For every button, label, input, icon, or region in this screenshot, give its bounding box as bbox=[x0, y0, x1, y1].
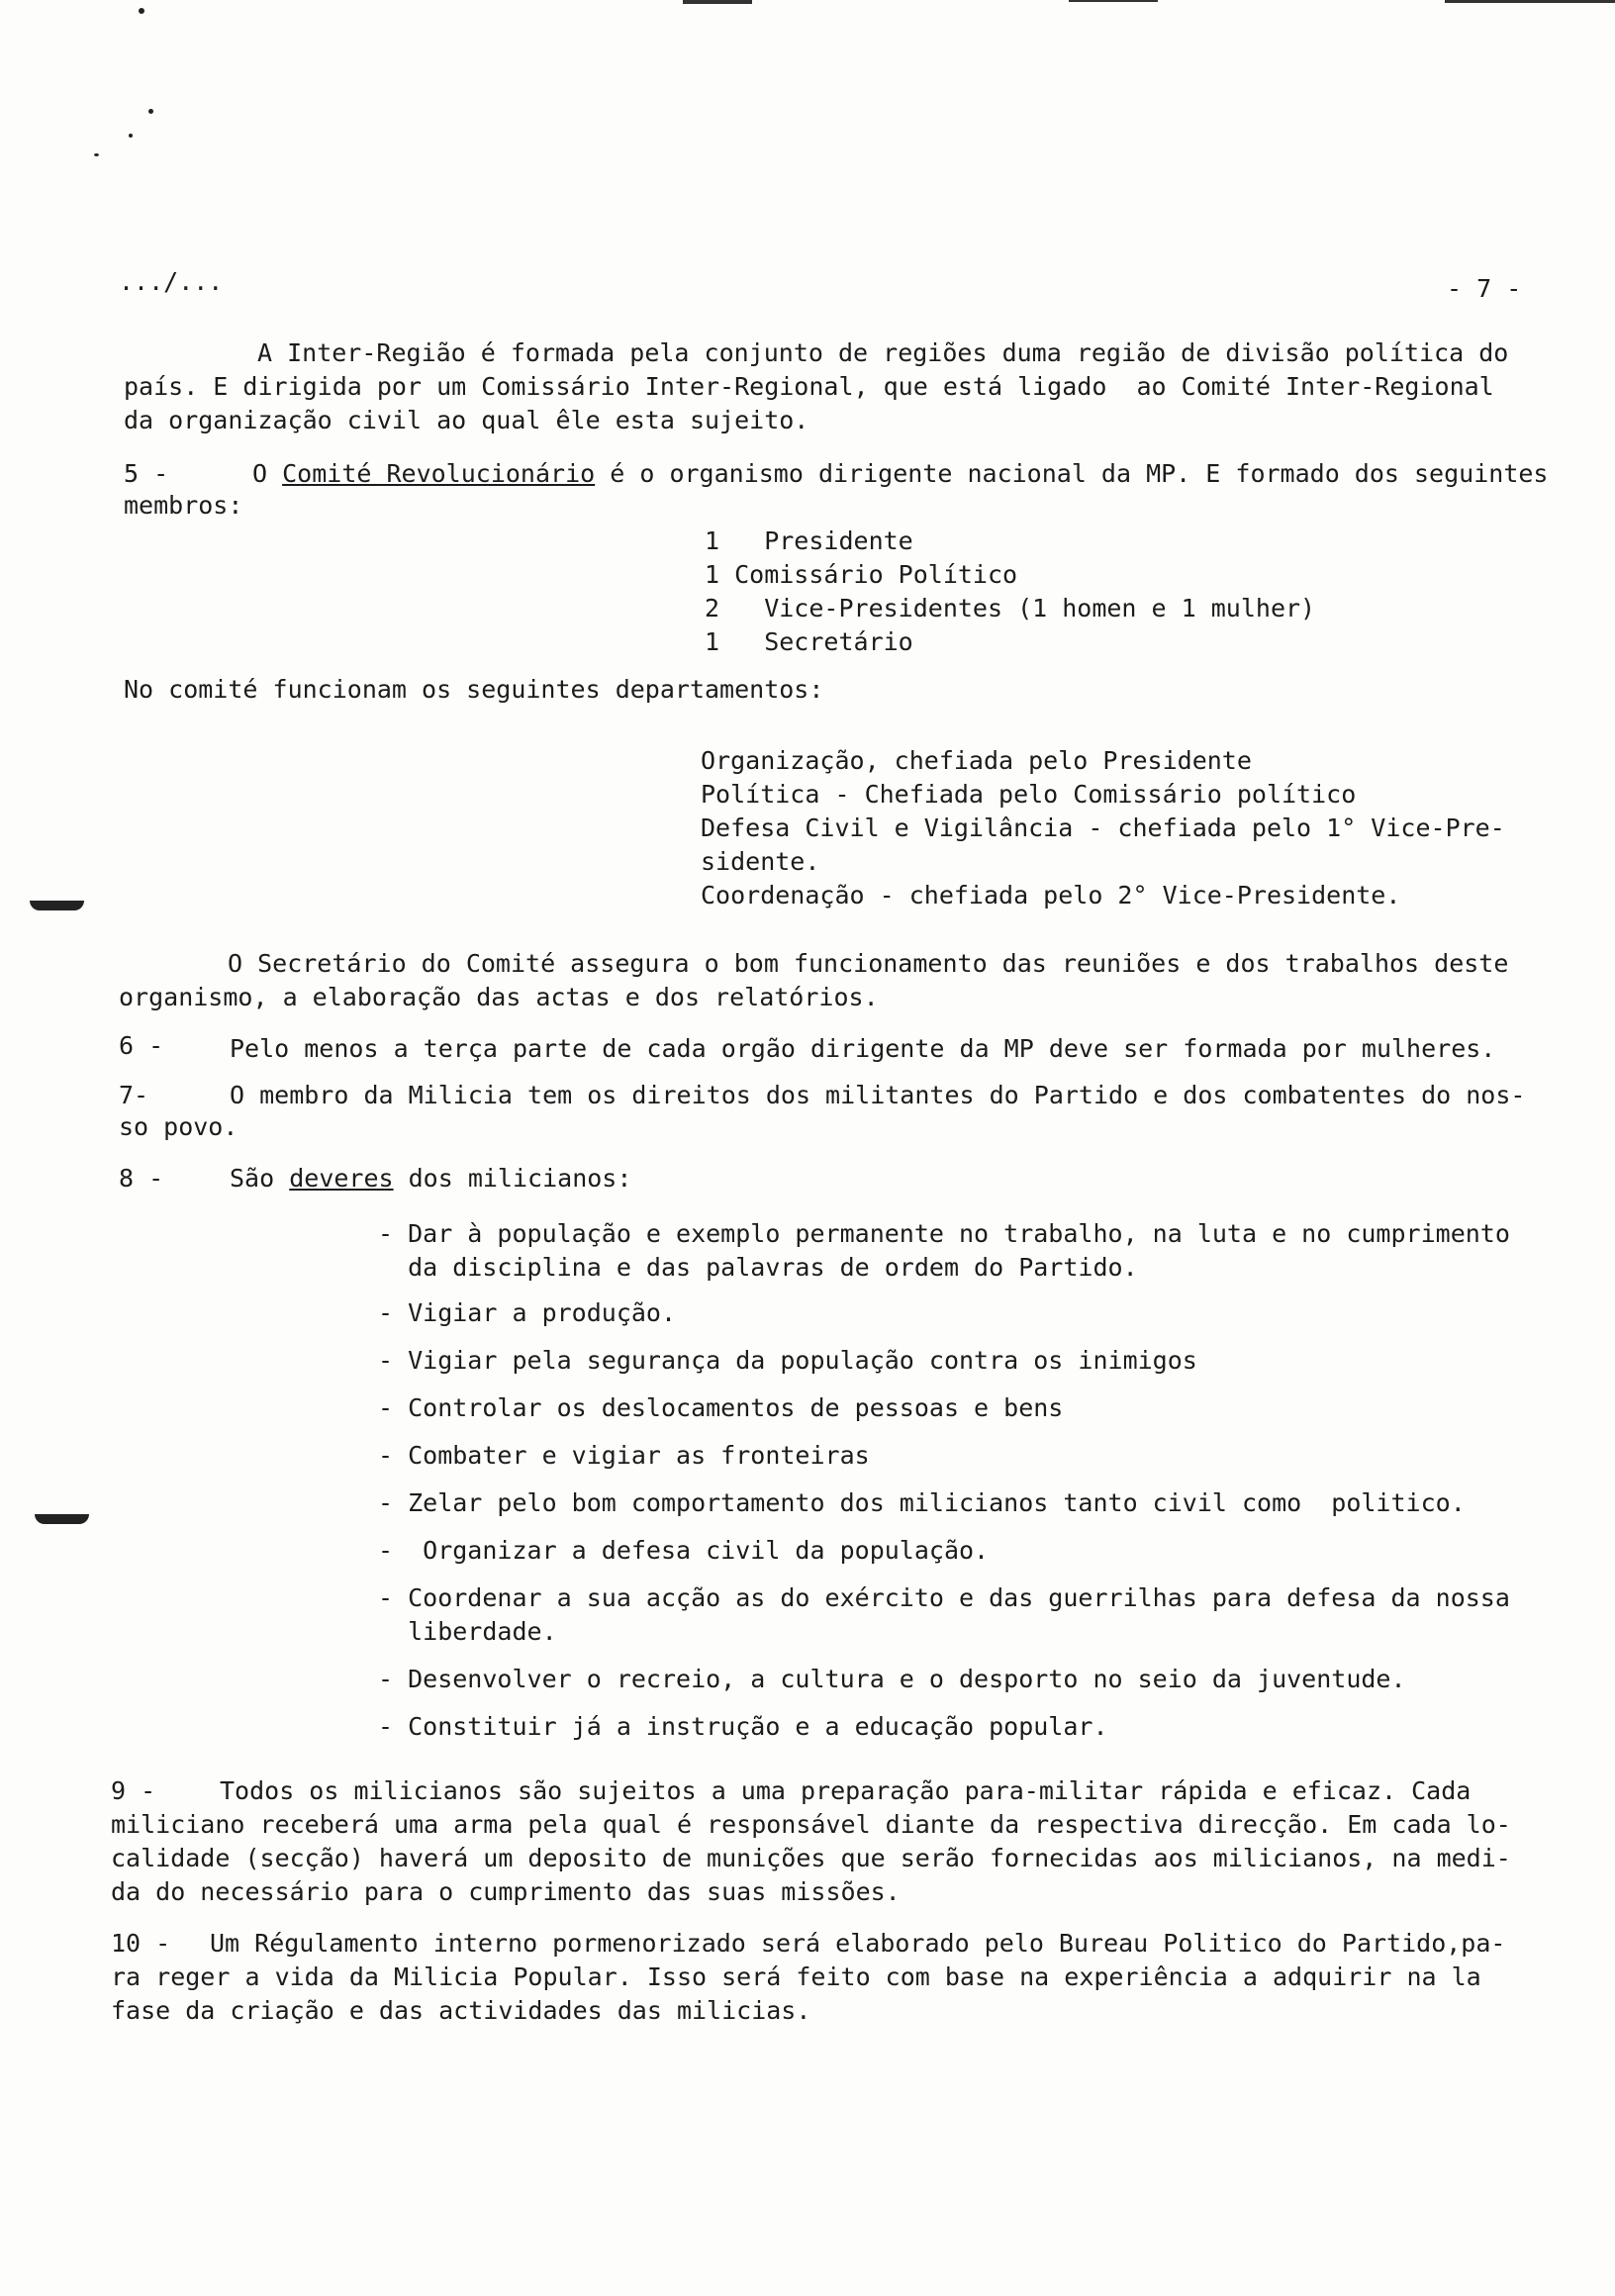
intro-paragraph bbox=[124, 336, 1508, 437]
list-item: Política - Chefiada pelo Comissário político bbox=[701, 780, 1357, 809]
departments-intro: No comité funcionam os seguintes departamentos: bbox=[124, 675, 824, 704]
duty-item: - Combater e vigiar as fronteiras bbox=[378, 1441, 870, 1470]
item-6-text: Pelo menos a terça parte de cada orgão dirigente da MP deve ser formada por mulheres. bbox=[230, 1034, 1496, 1063]
item-5-line1 bbox=[252, 457, 1548, 491]
list-item: 2 Vice-Presidentes (1 homen e 1 mulher) bbox=[705, 594, 1316, 622]
duty-item-continuation: liberdade. bbox=[378, 1617, 557, 1646]
list-item: Coordenação - chefiada pelo 2° Vice-Presidente. bbox=[701, 881, 1401, 909]
duty-item: - Vigiar a produção. bbox=[378, 1298, 677, 1327]
item-7-line1: O membro da Milicia tem os direitos dos militantes do Partido e dos combatentes do nos- bbox=[230, 1081, 1526, 1109]
item-8-heading bbox=[230, 1162, 631, 1196]
item-number: 9 - bbox=[111, 1776, 156, 1805]
text-fragment: é o organismo dirigente nacional da MP. E formado dos seguintes bbox=[595, 459, 1549, 488]
departments-list bbox=[701, 744, 1505, 912]
page-number: - 7 - bbox=[1447, 274, 1522, 303]
list-item: 1 Comissário Político bbox=[705, 560, 1018, 589]
committee-members-list bbox=[705, 525, 1315, 659]
text-line: país. E dirigida por um Comissário Inter-Regional, que está ligado ao Comité Inter-Regional bbox=[124, 372, 1494, 401]
scan-artifact bbox=[1445, 0, 1615, 3]
punch-hole-mark bbox=[30, 901, 84, 910]
text-line: organismo, a elaboração das actas e dos relatórios. bbox=[119, 983, 879, 1011]
duty-item: - Controlar os deslocamentos de pessoas e bens bbox=[378, 1393, 1064, 1422]
duty-item: - Coordenar a sua acção as do exército e das guerrilhas para defesa da nossa bbox=[378, 1583, 1510, 1612]
text-line: da organização civil ao qual êle esta sujeito. bbox=[124, 406, 809, 434]
duty-item: - Zelar pelo bom comportamento dos milicianos tanto civil como politico. bbox=[378, 1488, 1466, 1517]
text-line: A Inter-Região é formada pela conjunto de regiões duma região de divisão política do bbox=[257, 338, 1509, 367]
item-number: 10 - bbox=[111, 1929, 171, 1958]
item-number: 6 - bbox=[119, 1031, 164, 1060]
text-line: Todos os milicianos são sujeitos a uma preparação para-militar rápida e eficaz. Cada bbox=[220, 1776, 1472, 1805]
text-line: O Secretário do Comité assegura o bom funcionamento das reuniões e dos trabalhos deste bbox=[228, 949, 1509, 978]
list-item: 1 Presidente bbox=[705, 526, 913, 555]
duty-item-continuation: da disciplina e das palavras de ordem do Partido. bbox=[378, 1253, 1138, 1282]
underlined-term: Comité Revolucionário bbox=[282, 459, 596, 488]
scan-artifact bbox=[94, 153, 99, 156]
scan-artifact bbox=[683, 0, 752, 4]
item-number: 5 - bbox=[124, 459, 169, 488]
scan-artifact bbox=[148, 109, 153, 114]
text-line: fase da criação e das actividades das milicias. bbox=[111, 1996, 811, 2025]
list-item: Organização, chefiada pelo Presidente bbox=[701, 746, 1252, 775]
duty-item: - Desenvolver o recreio, a cultura e o desporto no seio da juventude. bbox=[378, 1665, 1406, 1693]
scan-artifact bbox=[129, 134, 133, 138]
item-number: 7- bbox=[119, 1081, 149, 1109]
secretary-paragraph bbox=[119, 947, 1508, 1014]
duty-item: - Constituir já a instrução e a educação popular. bbox=[378, 1712, 1108, 1741]
text-fragment: O bbox=[252, 459, 283, 488]
duty-item: - Vigiar pela segurança da população contra os inimigos bbox=[378, 1346, 1197, 1375]
item-5-line2: membros: bbox=[124, 491, 243, 520]
list-item: 1 Secretário bbox=[705, 627, 913, 656]
text-line: Um Régulamento interno pormenorizado será elaborado pelo Bureau Politico do Partido,pa- bbox=[210, 1929, 1506, 1958]
text-line: ra reger a vida da Milicia Popular. Isso será feito com base na experiência a adquirir na la bbox=[111, 1962, 1481, 1991]
underlined-term: deveres bbox=[289, 1164, 394, 1193]
item-7-line2: so povo. bbox=[119, 1112, 238, 1141]
duty-item: - Dar à população e exemplo permanente no trabalho, na luta e no cumprimento bbox=[378, 1219, 1510, 1248]
text-line: da do necessário para o cumprimento das suas missões. bbox=[111, 1877, 901, 1906]
scan-artifact bbox=[1069, 0, 1158, 2]
item-10-paragraph bbox=[111, 1927, 1505, 2028]
duty-item: - Organizar a defesa civil da população. bbox=[378, 1536, 990, 1565]
punch-hole-mark bbox=[35, 1514, 89, 1524]
continuation-mark: .../... bbox=[119, 267, 224, 296]
list-item: sidente. bbox=[701, 847, 820, 876]
text-line: calidade (secção) haverá um deposito de munições que serão fornecidas aos milicianos, na medi- bbox=[111, 1844, 1511, 1872]
list-item: Defesa Civil e Vigilância - chefiada pelo 1° Vice-Pre- bbox=[701, 813, 1505, 842]
item-number: 8 - bbox=[119, 1164, 164, 1193]
text-line: miliciano receberá uma arma pela qual é responsável diante da respectiva direcção. Em cada lo- bbox=[111, 1810, 1511, 1839]
scan-artifact bbox=[139, 8, 144, 14]
text-fragment: São bbox=[230, 1164, 290, 1193]
item-9-paragraph bbox=[111, 1774, 1511, 1909]
text-fragment: dos milicianos: bbox=[393, 1164, 632, 1193]
duties-list bbox=[378, 1217, 1510, 1744]
